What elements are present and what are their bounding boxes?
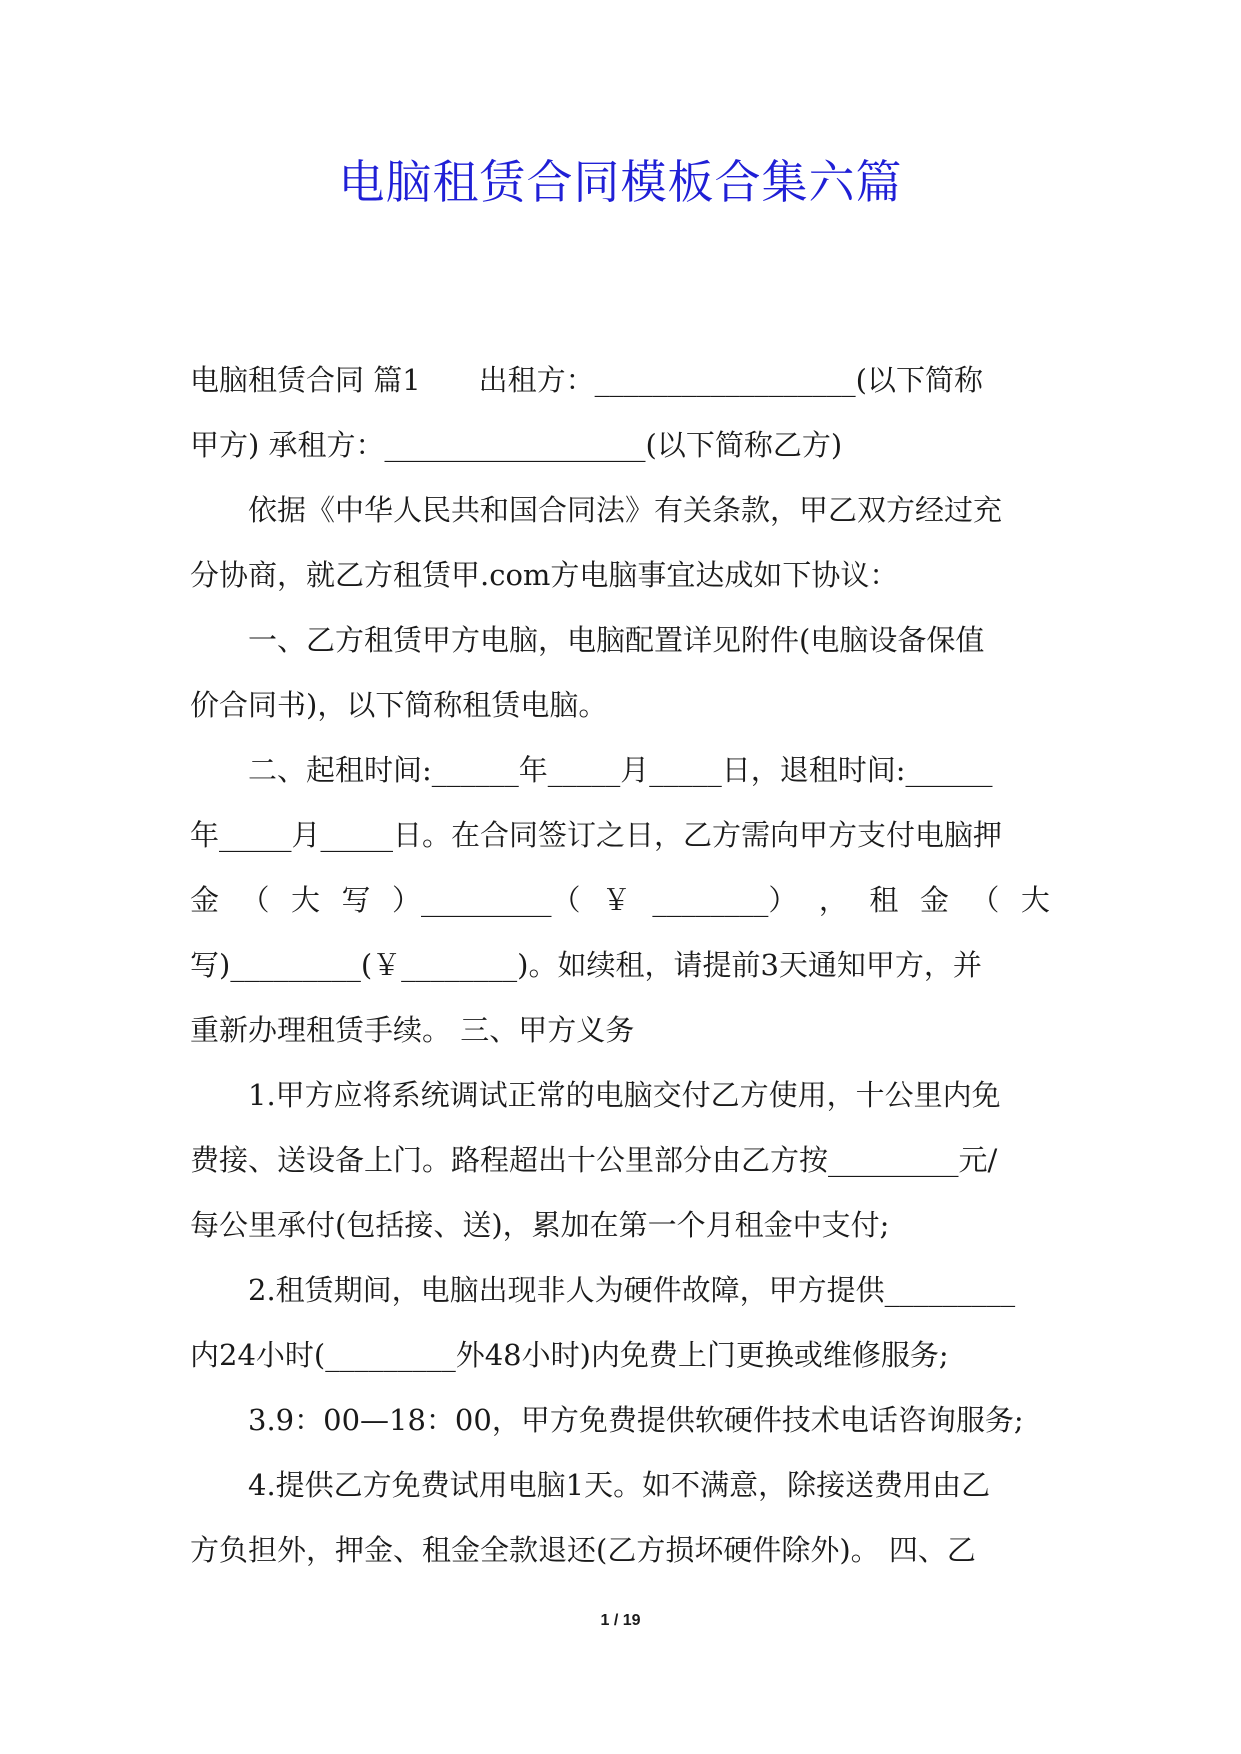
text-line: 每公里承付(包括接、送)，累加在第一个月租金中支付; [190,1208,890,1242]
document-title: 电脑租赁合同模板合集六篇 [338,155,903,209]
page-number: 1 / 19 [600,1612,641,1629]
text-line: 3.9：00—18：00，甲方免费提供软硬件技术电话咨询服务; [248,1403,1024,1437]
text-line: 甲方) 承租方：__________________(以下简称乙方) [190,428,843,462]
text-fragment: ）_________（ [391,883,581,917]
text-line: 写)_________(￥________)。如续租，请提前3天通知甲方，并 [190,948,982,982]
text-fragment: 租 [869,883,899,917]
text-line: 内24小时(_________外48小时)内免费上门更换或维修服务; [190,1338,949,1372]
text-fragment: （ [970,883,1000,917]
text-line: 重新办理租赁手续。 三、甲方义务 [190,1013,635,1047]
text-line: 分协商，就乙方租赁甲.com方电脑事宜达成如下协议： [190,558,899,592]
text-fragment: ￥ [601,883,631,917]
text-fragment: ， [818,883,848,917]
text-line: 费接、送设备上门。路程超出十公里部分由乙方按_________元/ [190,1143,998,1177]
text-line: 2.租赁期间，电脑出现非人为硬件故障，甲方提供_________ [248,1273,1016,1307]
text-line: 方负担外，押金、租金全款退还(乙方损坏硬件除外)。 四、乙 [190,1533,976,1567]
text-fragment: （ [240,883,270,917]
text-line: 电脑租赁合同 篇1 出租方：__________________(以下简称 [190,363,983,397]
text-fragment: 写 [341,883,371,917]
text-line-justified [190,868,1050,933]
text-line: 年_____月_____日。在合同签订之日，乙方需向甲方支付电脑押 [190,818,1003,852]
text-fragment: 大 [290,883,320,917]
text-line: 一、乙方租赁甲方电脑，电脑配置详见附件(电脑设备保值 [248,623,985,657]
text-line: 4.提供乙方免费试用电脑1天。如不满意，除接送费用由乙 [248,1468,991,1502]
text-line: 价合同书)，以下简称租赁电脑。 [190,688,608,722]
text-line: 1.甲方应将系统调试正常的电脑交付乙方使用，十公里内免 [248,1078,1001,1112]
text-fragment: 金 [190,883,220,917]
text-fragment: 大 [1020,883,1050,917]
text-line: 依据《中华人民共和国合同法》有关条款，甲乙双方经过充 [248,493,1003,527]
text-fragment: ________） [652,883,798,917]
text-line: 二、起租时间:______年_____月_____日，退租时间:______ [248,753,993,787]
text-fragment: 金 [919,883,949,917]
document-body [190,348,1050,1583]
